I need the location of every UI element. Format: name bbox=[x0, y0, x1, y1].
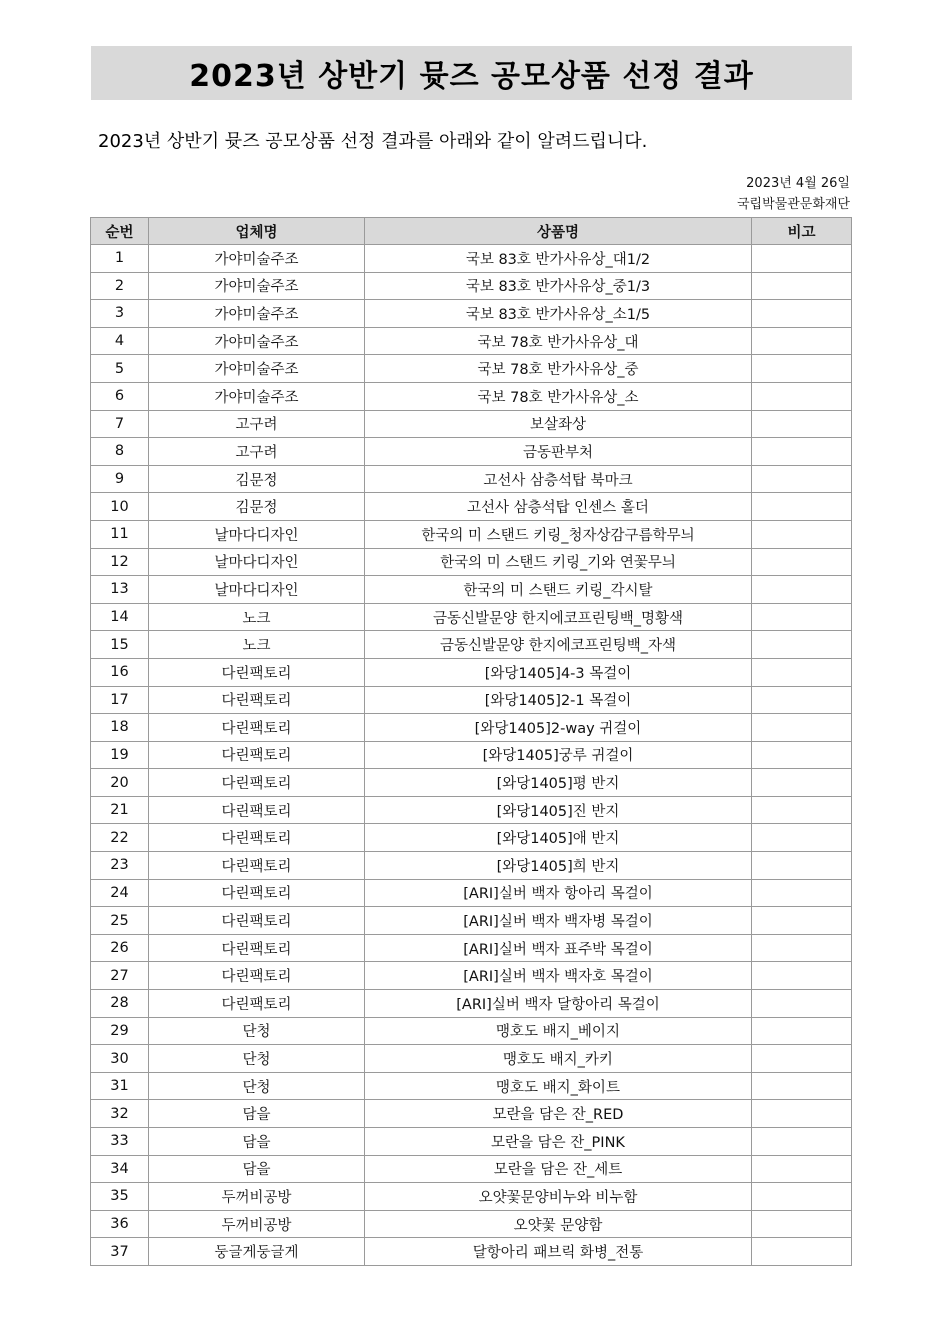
header-number: 순번 bbox=[91, 218, 149, 245]
table-row bbox=[91, 1017, 852, 1045]
cell-number: 35 bbox=[91, 1183, 149, 1211]
table-row bbox=[91, 1238, 852, 1266]
table-row bbox=[91, 714, 852, 742]
table-row bbox=[91, 300, 852, 328]
cell-note bbox=[752, 548, 852, 576]
cell-company: 다린팩토리 bbox=[149, 686, 365, 714]
cell-note bbox=[752, 796, 852, 824]
table-row bbox=[91, 493, 852, 521]
cell-product: 맹호도 배지_베이지 bbox=[365, 1017, 752, 1045]
table-row bbox=[91, 879, 852, 907]
cell-company: 날마다디자인 bbox=[149, 576, 365, 604]
cell-note bbox=[752, 658, 852, 686]
cell-note bbox=[752, 1238, 852, 1266]
table-row bbox=[91, 520, 852, 548]
cell-note bbox=[752, 438, 852, 466]
cell-product: [와당1405]평 반지 bbox=[365, 769, 752, 797]
cell-note bbox=[752, 1155, 852, 1183]
cell-product: 오얏꽃 문양함 bbox=[365, 1210, 752, 1238]
table-row bbox=[91, 548, 852, 576]
cell-number: 22 bbox=[91, 824, 149, 852]
cell-product: 모란을 담은 잔_PINK bbox=[365, 1128, 752, 1156]
cell-company: 다린팩토리 bbox=[149, 714, 365, 742]
cell-note bbox=[752, 493, 852, 521]
cell-note bbox=[752, 1183, 852, 1211]
cell-note bbox=[752, 520, 852, 548]
cell-number: 4 bbox=[91, 327, 149, 355]
table-row bbox=[91, 465, 852, 493]
cell-note bbox=[752, 1072, 852, 1100]
cell-note bbox=[752, 327, 852, 355]
cell-number: 31 bbox=[91, 1072, 149, 1100]
table-row bbox=[91, 1210, 852, 1238]
table-row bbox=[91, 1100, 852, 1128]
cell-number: 18 bbox=[91, 714, 149, 742]
table-row bbox=[91, 934, 852, 962]
cell-number: 5 bbox=[91, 355, 149, 383]
cell-number: 9 bbox=[91, 465, 149, 493]
table-row bbox=[91, 1128, 852, 1156]
cell-company: 다린팩토리 bbox=[149, 796, 365, 824]
cell-note bbox=[752, 1017, 852, 1045]
cell-number: 37 bbox=[91, 1238, 149, 1266]
intro-text: 2023년 상반기 뮷즈 공모상품 선정 결과를 아래와 같이 알려드립니다. bbox=[98, 131, 648, 152]
cell-product: 국보 83호 반가사유상_소1/5 bbox=[365, 300, 752, 328]
cell-company: 다린팩토리 bbox=[149, 658, 365, 686]
cell-company: 김문정 bbox=[149, 465, 365, 493]
results-table bbox=[90, 217, 852, 1266]
cell-note bbox=[752, 1210, 852, 1238]
cell-note bbox=[752, 962, 852, 990]
cell-company: 가야미술주조 bbox=[149, 272, 365, 300]
cell-note bbox=[752, 824, 852, 852]
cell-note bbox=[752, 1100, 852, 1128]
cell-note bbox=[752, 300, 852, 328]
cell-number: 6 bbox=[91, 382, 149, 410]
table-row bbox=[91, 962, 852, 990]
header-note: 비고 bbox=[752, 218, 852, 245]
cell-number: 25 bbox=[91, 907, 149, 935]
cell-product: 모란을 담은 잔_RED bbox=[365, 1100, 752, 1128]
cell-note bbox=[752, 1045, 852, 1073]
cell-product: 국보 78호 반가사유상_대 bbox=[365, 327, 752, 355]
cell-company: 단청 bbox=[149, 1017, 365, 1045]
cell-company: 가야미술주조 bbox=[149, 245, 365, 273]
cell-company: 담을 bbox=[149, 1128, 365, 1156]
table-row bbox=[91, 327, 852, 355]
cell-number: 12 bbox=[91, 548, 149, 576]
cell-note bbox=[752, 686, 852, 714]
cell-company: 날마다디자인 bbox=[149, 520, 365, 548]
cell-product: 국보 78호 반가사유상_소 bbox=[365, 382, 752, 410]
document-meta bbox=[737, 173, 850, 215]
cell-number: 24 bbox=[91, 879, 149, 907]
cell-product: 고선사 삼층석탑 인센스 홀더 bbox=[365, 493, 752, 521]
table-row bbox=[91, 603, 852, 631]
cell-note bbox=[752, 879, 852, 907]
cell-company: 단청 bbox=[149, 1045, 365, 1073]
cell-product: [와당1405]궁루 귀걸이 bbox=[365, 741, 752, 769]
cell-company: 다린팩토리 bbox=[149, 962, 365, 990]
table-row bbox=[91, 576, 852, 604]
cell-number: 32 bbox=[91, 1100, 149, 1128]
table-row bbox=[91, 382, 852, 410]
table-row bbox=[91, 907, 852, 935]
cell-product: 금동판부처 bbox=[365, 438, 752, 466]
cell-product: [와당1405]2-1 목걸이 bbox=[365, 686, 752, 714]
cell-number: 1 bbox=[91, 245, 149, 273]
cell-number: 17 bbox=[91, 686, 149, 714]
cell-number: 3 bbox=[91, 300, 149, 328]
table-row bbox=[91, 245, 852, 273]
cell-note bbox=[752, 631, 852, 659]
cell-number: 11 bbox=[91, 520, 149, 548]
table-row bbox=[91, 852, 852, 880]
cell-company: 둥글게둥글게 bbox=[149, 1238, 365, 1266]
header-product: 상품명 bbox=[365, 218, 752, 245]
cell-note bbox=[752, 934, 852, 962]
table-row bbox=[91, 990, 852, 1018]
cell-number: 29 bbox=[91, 1017, 149, 1045]
cell-product: [와당1405]애 반지 bbox=[365, 824, 752, 852]
cell-product: 국보 78호 반가사유상_중 bbox=[365, 355, 752, 383]
table-row bbox=[91, 686, 852, 714]
cell-note bbox=[752, 603, 852, 631]
cell-note bbox=[752, 907, 852, 935]
page-title: 2023년 상반기 뮷즈 공모상품 선정 결과 bbox=[189, 59, 754, 94]
table-row bbox=[91, 1072, 852, 1100]
cell-product: 한국의 미 스탠드 키링_청자상감구름학무늬 bbox=[365, 520, 752, 548]
cell-product: [와당1405]진 반지 bbox=[365, 796, 752, 824]
title-banner bbox=[91, 46, 852, 100]
issue-date: 2023년 4월 26일 bbox=[746, 176, 850, 191]
cell-note bbox=[752, 465, 852, 493]
cell-number: 33 bbox=[91, 1128, 149, 1156]
cell-number: 8 bbox=[91, 438, 149, 466]
cell-company: 다린팩토리 bbox=[149, 934, 365, 962]
cell-product: 맹호도 배지_화이트 bbox=[365, 1072, 752, 1100]
cell-note bbox=[752, 355, 852, 383]
cell-number: 28 bbox=[91, 990, 149, 1018]
table-row bbox=[91, 741, 852, 769]
cell-company: 단청 bbox=[149, 1072, 365, 1100]
cell-note bbox=[752, 741, 852, 769]
table-row bbox=[91, 658, 852, 686]
cell-company: 다린팩토리 bbox=[149, 741, 365, 769]
cell-product: 금동신발문양 한지에코프린팅백_명황색 bbox=[365, 603, 752, 631]
cell-note bbox=[752, 245, 852, 273]
table-row bbox=[91, 438, 852, 466]
cell-product: [ARI]실버 백자 표주박 목걸이 bbox=[365, 934, 752, 962]
cell-company: 날마다디자인 bbox=[149, 548, 365, 576]
cell-company: 고구려 bbox=[149, 438, 365, 466]
cell-note bbox=[752, 714, 852, 742]
cell-number: 34 bbox=[91, 1155, 149, 1183]
cell-product: 고선사 삼층석탑 북마크 bbox=[365, 465, 752, 493]
cell-product: 모란을 담은 잔_세트 bbox=[365, 1155, 752, 1183]
cell-note bbox=[752, 382, 852, 410]
cell-note bbox=[752, 852, 852, 880]
cell-company: 다린팩토리 bbox=[149, 990, 365, 1018]
cell-product: [ARI]실버 백자 백자병 목걸이 bbox=[365, 907, 752, 935]
table-row bbox=[91, 824, 852, 852]
cell-number: 36 bbox=[91, 1210, 149, 1238]
cell-number: 30 bbox=[91, 1045, 149, 1073]
cell-note bbox=[752, 272, 852, 300]
table-row bbox=[91, 631, 852, 659]
cell-note bbox=[752, 1128, 852, 1156]
cell-company: 다린팩토리 bbox=[149, 824, 365, 852]
cell-company: 고구려 bbox=[149, 410, 365, 438]
cell-company: 가야미술주조 bbox=[149, 355, 365, 383]
cell-product: [ARI]실버 백자 항아리 목걸이 bbox=[365, 879, 752, 907]
cell-note bbox=[752, 769, 852, 797]
cell-product: [와당1405]희 반지 bbox=[365, 852, 752, 880]
cell-number: 10 bbox=[91, 493, 149, 521]
cell-product: 금동신발문양 한지에코프린팅백_자색 bbox=[365, 631, 752, 659]
cell-company: 노크 bbox=[149, 631, 365, 659]
header-company: 업체명 bbox=[149, 218, 365, 245]
cell-product: [와당1405]2-way 귀걸이 bbox=[365, 714, 752, 742]
cell-product: 오얏꽃문양비누와 비누함 bbox=[365, 1183, 752, 1211]
table-row bbox=[91, 410, 852, 438]
cell-number: 20 bbox=[91, 769, 149, 797]
cell-note bbox=[752, 990, 852, 1018]
cell-company: 노크 bbox=[149, 603, 365, 631]
cell-number: 7 bbox=[91, 410, 149, 438]
cell-product: [ARI]실버 백자 백자호 목걸이 bbox=[365, 962, 752, 990]
cell-product: 맹호도 배지_카키 bbox=[365, 1045, 752, 1073]
cell-company: 담을 bbox=[149, 1100, 365, 1128]
cell-number: 15 bbox=[91, 631, 149, 659]
cell-product: [ARI]실버 백자 달항아리 목걸이 bbox=[365, 990, 752, 1018]
cell-company: 담을 bbox=[149, 1155, 365, 1183]
cell-number: 19 bbox=[91, 741, 149, 769]
table-row bbox=[91, 355, 852, 383]
cell-note bbox=[752, 576, 852, 604]
table-row bbox=[91, 769, 852, 797]
cell-company: 가야미술주조 bbox=[149, 327, 365, 355]
cell-product: 국보 83호 반가사유상_중1/3 bbox=[365, 272, 752, 300]
table-row bbox=[91, 796, 852, 824]
cell-product: [와당1405]4-3 목걸이 bbox=[365, 658, 752, 686]
issuing-organization: 국립박물관문화재단 bbox=[736, 197, 850, 212]
cell-number: 16 bbox=[91, 658, 149, 686]
cell-company: 두꺼비공방 bbox=[149, 1183, 365, 1211]
cell-number: 14 bbox=[91, 603, 149, 631]
cell-product: 국보 83호 반가사유상_대1/2 bbox=[365, 245, 752, 273]
cell-company: 다린팩토리 bbox=[149, 879, 365, 907]
table-row bbox=[91, 272, 852, 300]
cell-company: 가야미술주조 bbox=[149, 300, 365, 328]
table-row bbox=[91, 1045, 852, 1073]
cell-number: 26 bbox=[91, 934, 149, 962]
cell-product: 달항아리 패브릭 화병_전통 bbox=[365, 1238, 752, 1266]
cell-company: 다린팩토리 bbox=[149, 852, 365, 880]
cell-number: 13 bbox=[91, 576, 149, 604]
cell-company: 다린팩토리 bbox=[149, 907, 365, 935]
cell-company: 김문정 bbox=[149, 493, 365, 521]
table-row bbox=[91, 1183, 852, 1211]
cell-number: 23 bbox=[91, 852, 149, 880]
cell-product: 한국의 미 스탠드 키링_각시탈 bbox=[365, 576, 752, 604]
table-header-row bbox=[91, 218, 852, 245]
table-row bbox=[91, 1155, 852, 1183]
cell-number: 21 bbox=[91, 796, 149, 824]
cell-company: 다린팩토리 bbox=[149, 769, 365, 797]
cell-company: 두꺼비공방 bbox=[149, 1210, 365, 1238]
cell-number: 2 bbox=[91, 272, 149, 300]
cell-company: 가야미술주조 bbox=[149, 382, 365, 410]
cell-product: 보살좌상 bbox=[365, 410, 752, 438]
cell-number: 27 bbox=[91, 962, 149, 990]
cell-note bbox=[752, 410, 852, 438]
cell-product: 한국의 미 스탠드 키링_기와 연꽃무늬 bbox=[365, 548, 752, 576]
